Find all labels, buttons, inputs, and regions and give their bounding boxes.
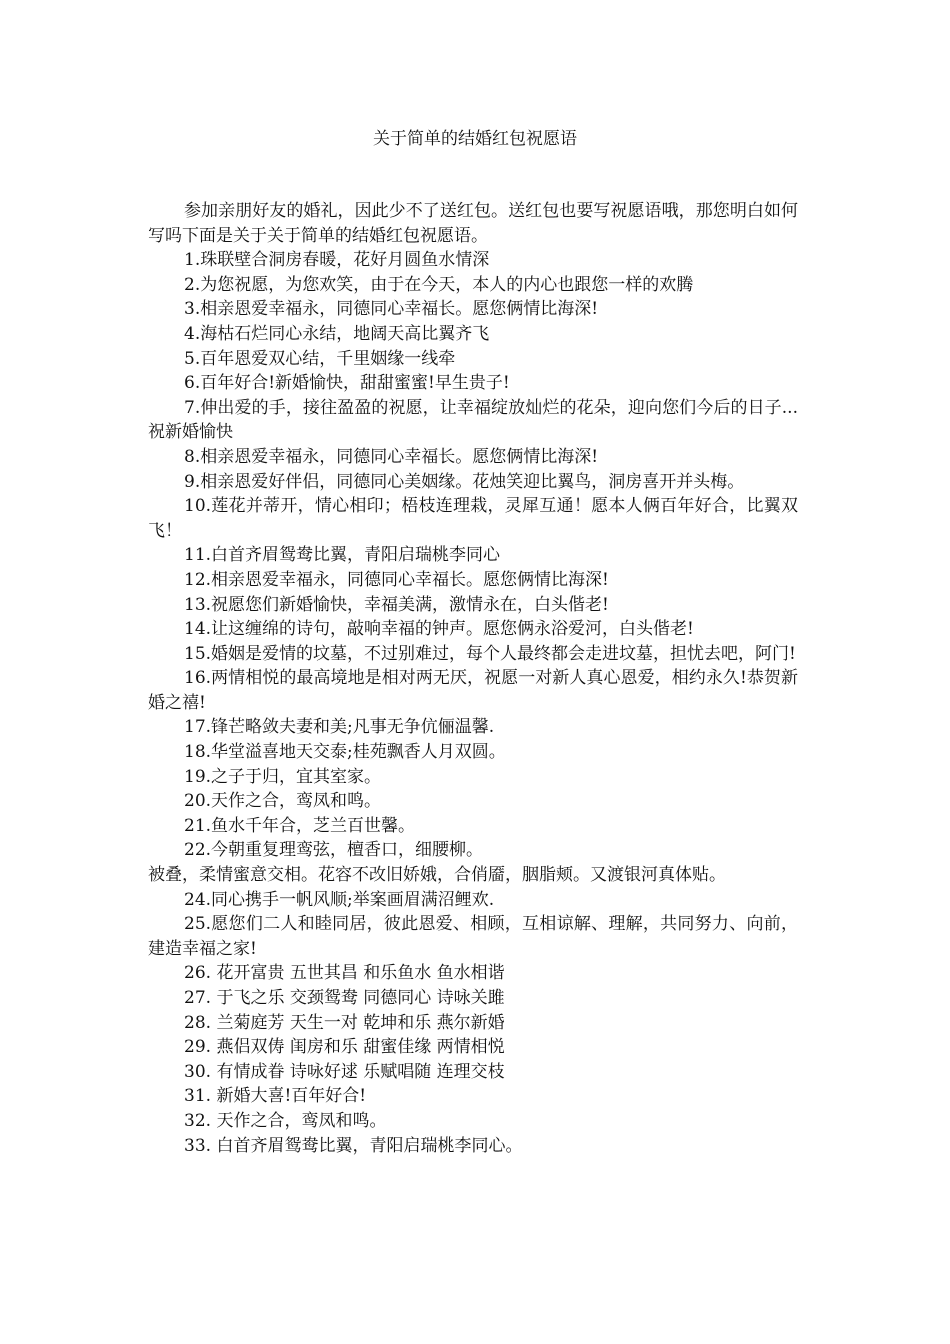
paragraph: 25.愿您们二人和睦同居，彼此恩爱、相顾，互相谅解、理解，共同努力、向前，建造幸福之家! [148, 914, 798, 959]
document-title: 关于简单的结婚红包祝愿语 [373, 129, 577, 149]
paragraph: 12.相亲恩爱幸福永，同德同心幸福长。愿您俩情比海深! [184, 569, 609, 590]
paragraph: 32. 天作之合，鸾凤和鸣。 [184, 1110, 387, 1131]
paragraph: 1.珠联壁合洞房春暖，花好月圆鱼水情深 [184, 250, 490, 271]
paragraph: 18.华堂溢喜地天交泰;桂苑飘香人月双圆。 [184, 742, 506, 763]
paragraph: 24.同心携手一帆风顺;举案画眉满沼鲤欢. [184, 889, 495, 910]
paragraph: 33. 白首齐眉鸳鸯比翼，青阳启瑞桃李同心。 [184, 1135, 523, 1156]
paragraph: 参加亲朋好友的婚礼，因此少不了送红包。送红包也要写祝愿语哦，那您明白如何写吗下面是关于关于简单的结婚红包祝愿语。 [148, 201, 798, 246]
paragraph: 20.天作之合，鸾凤和鸣。 [184, 791, 382, 812]
paragraph: 17.锋芒略敛夫妻和美;凡事无争伉俪温馨. [184, 717, 495, 738]
paragraph: 被叠，柔情蜜意交相。花容不改旧娇娥，合俏靥，胭脂颊。又渡银河真体贴。 [148, 865, 726, 886]
paragraph: 28. 兰菊庭芳 天生一对 乾坤和乐 燕尔新婚 [184, 1012, 505, 1033]
paragraph: 13.祝愿您们新婚愉快，幸福美满，激情永在，白头偕老! [184, 594, 609, 615]
paragraph: 19.之子于归，宜其室家。 [184, 766, 382, 787]
paragraph: 2.为您祝愿，为您欢笑，由于在今天，本人的内心也跟您一样的欢腾 [184, 274, 694, 295]
paragraph: 9.相亲恩爱好伴侣，同德同心美姻缘。花烛笑迎比翼鸟，洞房喜开并头梅。 [184, 471, 745, 492]
document-body [148, 199, 798, 1158]
paragraph: 8.相亲恩爱幸福永，同德同心幸福长。愿您俩情比海深! [184, 446, 599, 467]
paragraph: 15.婚姻是爱情的坟墓，不过别难过，每个人最终都会走进坟墓，担忧去吧，阿门! [184, 643, 796, 664]
paragraph: 26. 花开富贵 五世其昌 和乐鱼水 鱼水相谐 [184, 963, 505, 984]
paragraph: 5.百年恩爱双心结，千里姻缘一线牵 [184, 348, 456, 369]
paragraph: 16.两情相悦的最高境地是相对两无厌，祝愿一对新人真心恩爱，相约永久!恭贺新婚之禧! [148, 668, 798, 713]
paragraph: 22.今朝重复理鸾弦，檀香口，细腰柳。 [184, 840, 484, 861]
paragraph: 29. 燕侣双俦 闺房和乐 甜蜜佳缘 两情相悦 [184, 1037, 505, 1058]
paragraph: 4.海枯石烂同心永结，地阔天高比翼齐飞 [184, 323, 490, 344]
paragraph: 6.百年好合!新婚愉快，甜甜蜜蜜!早生贵子! [184, 373, 510, 394]
paragraph: 3.相亲恩爱幸福永，同德同心幸福长。愿您俩情比海深! [184, 299, 599, 320]
paragraph: 31. 新婚大喜!百年好合! [184, 1086, 367, 1107]
paragraph: 11.白首齐眉鸳鸯比翼，青阳启瑞桃李同心 [184, 545, 501, 566]
paragraph: 21.鱼水千年合，芝兰百世馨。 [184, 815, 416, 836]
paragraph: 27. 于飞之乐 交颈鸳鸯 同德同心 诗咏关雎 [184, 988, 505, 1008]
paragraph: 30. 有情成眷 诗咏好逑 乐赋唱随 连理交枝 [184, 1061, 505, 1082]
paragraph: 14.让这缠绵的诗句，敲响幸福的钟声。愿您俩永浴爱河，白头偕老! [184, 619, 694, 640]
paragraph: 10.莲花并蒂开，情心相印；梧枝连理栽，灵犀互通！愿本人俩百年好合，比翼双飞！ [148, 496, 798, 541]
paragraph: 7.伸出爱的手，接往盈盈的祝愿，让幸福绽放灿烂的花朵，迎向您们今后的日子...祝新婚愉快 [148, 397, 798, 443]
